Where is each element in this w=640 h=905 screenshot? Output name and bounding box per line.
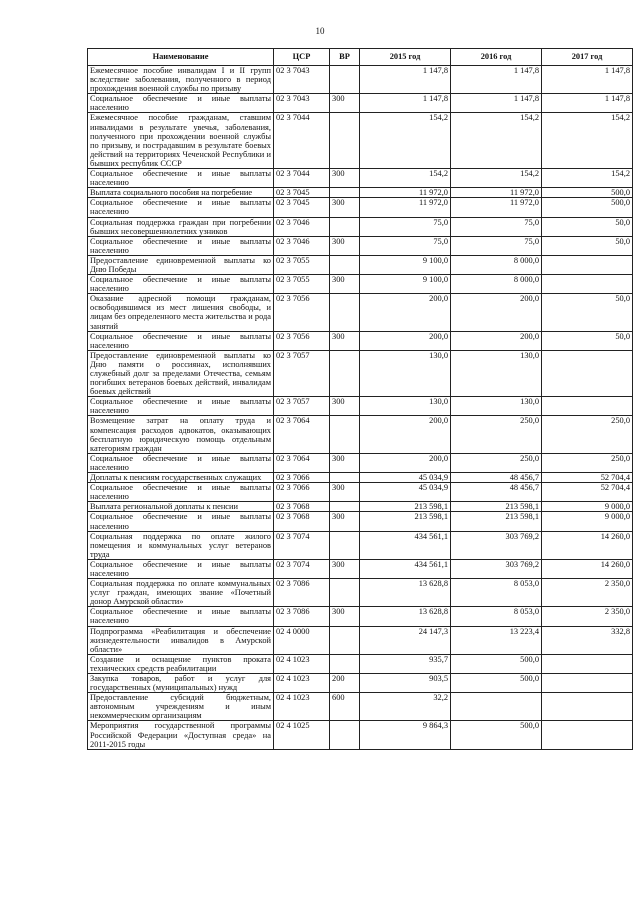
table-row	[88, 453, 633, 472]
cell-csr: 02 4 1023	[274, 674, 330, 693]
cell-vr	[330, 113, 360, 169]
cell-2015: 13 628,8	[360, 579, 451, 607]
cell-name: Доплаты к пенсиям государственных служащих	[88, 473, 274, 483]
cell-2017: 50,0	[542, 236, 633, 255]
cell-2017: 9 000,0	[542, 512, 633, 531]
table-header	[88, 49, 633, 66]
cell-vr	[330, 531, 360, 559]
cell-2015: 9 100,0	[360, 275, 451, 294]
table-row	[88, 294, 633, 331]
cell-2015: 434 561,1	[360, 559, 451, 578]
cell-2015: 130,0	[360, 350, 451, 396]
cell-2016: 130,0	[451, 350, 542, 396]
table-row	[88, 512, 633, 531]
cell-name: Социальное обеспечение и иные выплаты населению	[88, 94, 274, 113]
table-row	[88, 94, 633, 113]
cell-2016: 11 972,0	[451, 188, 542, 198]
cell-name: Ежемесячное пособие инвалидам I и II групп вследствие заболевания, полученного в период прохождения военной службы по призыву	[88, 66, 274, 94]
cell-2017: 52 704,4	[542, 473, 633, 483]
cell-2016: 13 223,4	[451, 626, 542, 654]
cell-name: Социальное обеспечение и иные выплаты населению	[88, 331, 274, 350]
cell-2017: 154,2	[542, 113, 633, 169]
table-body	[88, 66, 633, 750]
cell-2017: 250,0	[542, 416, 633, 453]
cell-csr: 02 3 7086	[274, 579, 330, 607]
header-2015: 2015 год	[360, 49, 451, 66]
cell-vr	[330, 579, 360, 607]
cell-2016: 75,0	[451, 217, 542, 236]
cell-2017	[542, 721, 633, 749]
cell-csr: 02 3 7044	[274, 113, 330, 169]
cell-2016: 213 598,1	[451, 512, 542, 531]
cell-2015: 32,2	[360, 693, 451, 721]
cell-2016: 303 769,2	[451, 531, 542, 559]
header-name: Наименование	[88, 49, 274, 66]
table-row	[88, 607, 633, 626]
cell-2017	[542, 674, 633, 693]
page-number: 10	[315, 26, 325, 36]
cell-vr	[330, 416, 360, 453]
cell-csr: 02 3 7043	[274, 66, 330, 94]
cell-2017: 9 000,0	[542, 502, 633, 512]
cell-name: Предоставление единовременной выплаты ко Дню Победы	[88, 255, 274, 274]
cell-csr: 02 3 7043	[274, 94, 330, 113]
table-row	[88, 531, 633, 559]
cell-2016: 11 972,0	[451, 198, 542, 217]
cell-name: Социальное обеспечение и иные выплаты населению	[88, 198, 274, 217]
cell-2015: 13 628,8	[360, 607, 451, 626]
table-row	[88, 397, 633, 416]
budget-table	[87, 48, 633, 750]
cell-2016: 500,0	[451, 674, 542, 693]
table-row	[88, 169, 633, 188]
cell-2017: 250,0	[542, 453, 633, 472]
cell-csr: 02 3 7046	[274, 236, 330, 255]
table-row	[88, 198, 633, 217]
cell-vr: 300	[330, 236, 360, 255]
cell-name: Социальное обеспечение и иные выплаты населению	[88, 169, 274, 188]
cell-2015: 200,0	[360, 416, 451, 453]
cell-2016: 500,0	[451, 721, 542, 749]
cell-2015: 9 100,0	[360, 255, 451, 274]
cell-2015: 45 034,9	[360, 473, 451, 483]
cell-2016: 130,0	[451, 397, 542, 416]
cell-vr: 300	[330, 198, 360, 217]
cell-vr	[330, 721, 360, 749]
cell-vr: 300	[330, 169, 360, 188]
cell-name: Социальная поддержка граждан при погребении бывших несовершеннолетних узников	[88, 217, 274, 236]
cell-name: Социальная поддержка по оплате жилого помещения и коммунальных услуг ветеранов труда	[88, 531, 274, 559]
cell-2017	[542, 397, 633, 416]
cell-2016: 48 456,7	[451, 483, 542, 502]
cell-csr: 02 3 7055	[274, 275, 330, 294]
cell-2017	[542, 275, 633, 294]
cell-csr: 02 3 7086	[274, 607, 330, 626]
cell-csr: 02 3 7056	[274, 294, 330, 331]
cell-2016: 8 000,0	[451, 255, 542, 274]
cell-2016: 75,0	[451, 236, 542, 255]
cell-2017: 2 350,0	[542, 607, 633, 626]
cell-vr	[330, 217, 360, 236]
cell-vr: 600	[330, 693, 360, 721]
cell-2017: 500,0	[542, 188, 633, 198]
cell-name: Социальное обеспечение и иные выплаты населению	[88, 607, 274, 626]
table-row	[88, 654, 633, 673]
cell-vr	[330, 255, 360, 274]
cell-vr: 300	[330, 397, 360, 416]
cell-2015: 24 147,3	[360, 626, 451, 654]
cell-csr: 02 4 0000	[274, 626, 330, 654]
cell-2017: 500,0	[542, 198, 633, 217]
cell-2017: 154,2	[542, 169, 633, 188]
cell-2015: 11 972,0	[360, 188, 451, 198]
table-row	[88, 217, 633, 236]
table-row	[88, 674, 633, 693]
cell-csr: 02 3 7068	[274, 512, 330, 531]
cell-name: Предоставление субсидий бюджетным, автономным учреждениям и иным некоммерческим организациям	[88, 693, 274, 721]
cell-name: Ежемесячное пособие гражданам, ставшим инвалидами в результате увечья, заболевания, полученного при прохождении военной службы по призыву, и пострадавшим в результате боевых действий на территориях Чеченской Республики и бывших республик СССР	[88, 113, 274, 169]
cell-name: Закупка товаров, работ и услуг для государственных (муниципальных) нужд	[88, 674, 274, 693]
cell-2017	[542, 693, 633, 721]
table-row	[88, 559, 633, 578]
cell-2015: 75,0	[360, 236, 451, 255]
cell-2016: 8 000,0	[451, 275, 542, 294]
table-row	[88, 721, 633, 749]
cell-2016	[451, 693, 542, 721]
cell-name: Создание и оснащение пунктов проката технических средств реабилитации	[88, 654, 274, 673]
cell-2017: 14 260,0	[542, 531, 633, 559]
cell-csr: 02 3 7074	[274, 531, 330, 559]
cell-2017: 14 260,0	[542, 559, 633, 578]
cell-name: Возмещение затрат на оплату труда и компенсация расходов адвокатов, оказывающих бесплатную юридическую помощь отдельным категориям граждан	[88, 416, 274, 453]
cell-2017: 50,0	[542, 217, 633, 236]
cell-2015: 200,0	[360, 453, 451, 472]
header-csr: ЦСР	[274, 49, 330, 66]
header-vr: ВР	[330, 49, 360, 66]
cell-name: Социальное обеспечение и иные выплаты населению	[88, 275, 274, 294]
cell-csr: 02 3 7044	[274, 169, 330, 188]
cell-csr: 02 3 7074	[274, 559, 330, 578]
header-2016: 2016 год	[451, 49, 542, 66]
table-row	[88, 113, 633, 169]
cell-2017: 1 147,8	[542, 94, 633, 113]
cell-2016: 250,0	[451, 416, 542, 453]
cell-2015: 200,0	[360, 294, 451, 331]
cell-csr: 02 3 7057	[274, 397, 330, 416]
cell-csr: 02 3 7066	[274, 473, 330, 483]
cell-csr: 02 3 7055	[274, 255, 330, 274]
cell-csr: 02 4 1025	[274, 721, 330, 749]
cell-2015: 11 972,0	[360, 198, 451, 217]
cell-csr: 02 3 7057	[274, 350, 330, 396]
cell-vr: 300	[330, 512, 360, 531]
cell-name: Социальное обеспечение и иные выплаты населению	[88, 559, 274, 578]
cell-name: Социальное обеспечение и иные выплаты населению	[88, 453, 274, 472]
cell-2015: 434 561,1	[360, 531, 451, 559]
cell-2017: 52 704,4	[542, 483, 633, 502]
cell-2015: 45 034,9	[360, 483, 451, 502]
cell-csr: 02 3 7046	[274, 217, 330, 236]
cell-vr	[330, 626, 360, 654]
cell-name: Оказание адресной помощи гражданам, освободившимся из мест лишения свободы, и лицам без определенного места жительства и рода занятий	[88, 294, 274, 331]
cell-vr: 300	[330, 559, 360, 578]
cell-vr	[330, 350, 360, 396]
cell-name: Социальная поддержка по оплате коммунальных услуг граждан, имеющих звание «Почетный донор Амурской области»	[88, 579, 274, 607]
cell-vr: 300	[330, 483, 360, 502]
table-row	[88, 66, 633, 94]
cell-2016: 303 769,2	[451, 559, 542, 578]
table-row	[88, 416, 633, 453]
cell-2016: 250,0	[451, 453, 542, 472]
cell-2017: 1 147,8	[542, 66, 633, 94]
cell-2016: 154,2	[451, 113, 542, 169]
cell-name: Предоставление единовременной выплаты ко Дню памяти о россиянах, исполнявших служебный долг за пределами Отечества, семьям погибших ветеранов боевых действий, инвалидам боевых действий	[88, 350, 274, 396]
cell-2017: 2 350,0	[542, 579, 633, 607]
cell-2015: 154,2	[360, 113, 451, 169]
cell-name: Мероприятия государственной программы Российской Федерации «Доступная среда» на 2011-2015 годы	[88, 721, 274, 749]
cell-vr: 300	[330, 453, 360, 472]
cell-vr	[330, 654, 360, 673]
cell-2016: 1 147,8	[451, 94, 542, 113]
cell-name: Социальное обеспечение и иные выплаты населению	[88, 397, 274, 416]
table-row	[88, 331, 633, 350]
cell-name: Социальное обеспечение и иные выплаты населению	[88, 483, 274, 502]
cell-2016: 200,0	[451, 294, 542, 331]
cell-2016: 213 598,1	[451, 502, 542, 512]
cell-2016: 8 053,0	[451, 579, 542, 607]
table-row	[88, 473, 633, 483]
cell-2015: 1 147,8	[360, 66, 451, 94]
cell-vr: 300	[330, 94, 360, 113]
table-row	[88, 236, 633, 255]
cell-vr: 300	[330, 275, 360, 294]
cell-2017: 50,0	[542, 331, 633, 350]
cell-2015: 213 598,1	[360, 502, 451, 512]
cell-vr	[330, 294, 360, 331]
cell-2015: 130,0	[360, 397, 451, 416]
cell-vr	[330, 473, 360, 483]
cell-csr: 02 4 1023	[274, 654, 330, 673]
cell-2017: 50,0	[542, 294, 633, 331]
cell-name: Социальное обеспечение и иные выплаты населению	[88, 236, 274, 255]
cell-csr: 02 3 7045	[274, 188, 330, 198]
cell-2017: 332,8	[542, 626, 633, 654]
cell-name: Социальное обеспечение и иные выплаты населению	[88, 512, 274, 531]
cell-csr: 02 3 7068	[274, 502, 330, 512]
cell-vr: 200	[330, 674, 360, 693]
cell-2016: 200,0	[451, 331, 542, 350]
table-row	[88, 579, 633, 607]
cell-2017	[542, 350, 633, 396]
header-row	[88, 49, 633, 66]
cell-vr: 300	[330, 331, 360, 350]
table-row	[88, 255, 633, 274]
cell-2015: 213 598,1	[360, 512, 451, 531]
cell-vr	[330, 502, 360, 512]
table-row	[88, 350, 633, 396]
cell-2016: 8 053,0	[451, 607, 542, 626]
cell-2015: 935,7	[360, 654, 451, 673]
header-2017: 2017 год	[542, 49, 633, 66]
cell-2015: 9 864,3	[360, 721, 451, 749]
cell-csr: 02 4 1023	[274, 693, 330, 721]
cell-csr: 02 3 7064	[274, 416, 330, 453]
cell-2015: 903,5	[360, 674, 451, 693]
cell-2015: 200,0	[360, 331, 451, 350]
table-row	[88, 626, 633, 654]
cell-vr	[330, 66, 360, 94]
cell-2015: 1 147,8	[360, 94, 451, 113]
cell-2016: 154,2	[451, 169, 542, 188]
cell-vr: 300	[330, 607, 360, 626]
cell-2016: 500,0	[451, 654, 542, 673]
cell-csr: 02 3 7064	[274, 453, 330, 472]
cell-2015: 154,2	[360, 169, 451, 188]
table-row	[88, 693, 633, 721]
cell-csr: 02 3 7056	[274, 331, 330, 350]
table-row	[88, 502, 633, 512]
table-row	[88, 188, 633, 198]
cell-2015: 75,0	[360, 217, 451, 236]
table-row	[88, 275, 633, 294]
cell-name: Выплата социального пособия на погребение	[88, 188, 274, 198]
cell-2017	[542, 255, 633, 274]
cell-name: Выплата региональной доплаты к пенсии	[88, 502, 274, 512]
cell-2017	[542, 654, 633, 673]
table-row	[88, 483, 633, 502]
cell-csr: 02 3 7066	[274, 483, 330, 502]
cell-2016: 1 147,8	[451, 66, 542, 94]
cell-csr: 02 3 7045	[274, 198, 330, 217]
cell-name: Подпрограмма «Реабилитация и обеспечение жизнедеятельности инвалидов в Амурской области»	[88, 626, 274, 654]
cell-2016: 48 456,7	[451, 473, 542, 483]
cell-vr	[330, 188, 360, 198]
